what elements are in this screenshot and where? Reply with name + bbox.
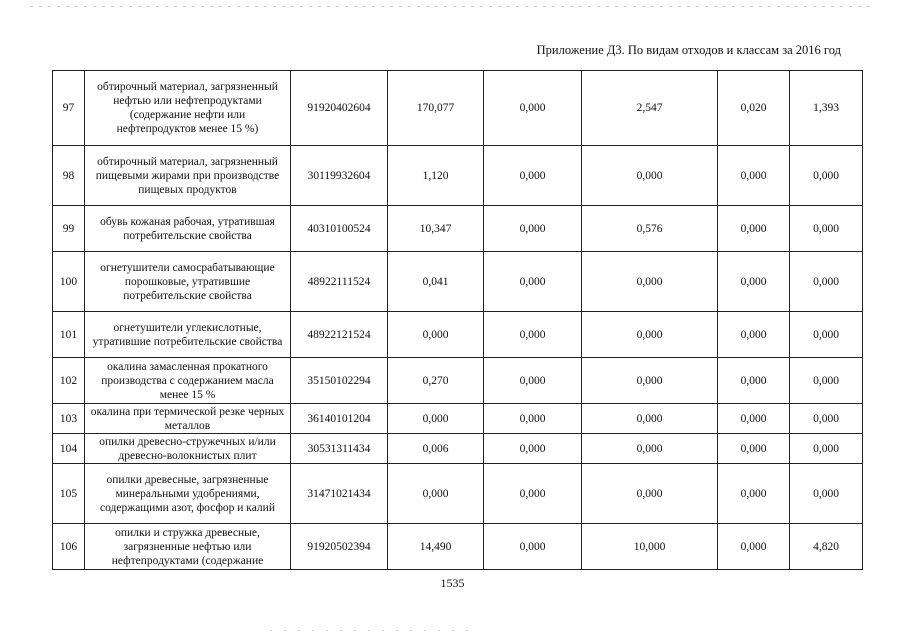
value-cell: 0,000 (718, 464, 790, 524)
row-number: 97 (53, 71, 85, 146)
value-cell: 0,000 (388, 312, 484, 358)
value-cell: 0,000 (790, 464, 863, 524)
value-cell: 170,077 (388, 71, 484, 146)
value-cell: 0,000 (582, 312, 718, 358)
value-cell: 0,000 (718, 146, 790, 206)
value-cell: 4,820 (790, 524, 863, 570)
value-cell: 0,000 (388, 464, 484, 524)
value-cell: 0,000 (718, 524, 790, 570)
value-cell: 0,576 (582, 206, 718, 252)
value-cell: 0,000 (718, 358, 790, 404)
value-cell: 0,000 (790, 312, 863, 358)
value-cell: 0,006 (388, 434, 484, 464)
row-number: 102 (53, 358, 85, 404)
fkko-code: 91920502394 (291, 524, 388, 570)
waste-table (52, 70, 863, 570)
value-cell: 0,000 (484, 146, 582, 206)
waste-name: обтирочный материал, загрязненный нефтью или нефтепродуктами (содержание нефти или нефтепродуктов менее 15 %) (85, 71, 291, 146)
table-row (53, 71, 863, 146)
waste-name: опилки древесные, загрязненные минеральными удобрениями, содержащими азот, фосфор и калий (85, 464, 291, 524)
waste-name: обувь кожаная рабочая, утратившая потребительские свойства (85, 206, 291, 252)
page-number: 1535 (440, 576, 465, 590)
value-cell: 0,000 (790, 434, 863, 464)
value-cell: 0,000 (718, 206, 790, 252)
row-number: 103 (53, 404, 85, 434)
fkko-code: 35150102294 (291, 358, 388, 404)
value-cell: 0,000 (582, 464, 718, 524)
table-row (53, 358, 863, 404)
value-cell: 0,000 (484, 524, 582, 570)
value-cell: 1,120 (388, 146, 484, 206)
value-cell: 0,000 (484, 312, 582, 358)
value-cell: 0,000 (484, 71, 582, 146)
row-number: 105 (53, 464, 85, 524)
value-cell: 0,000 (484, 206, 582, 252)
table-row (53, 206, 863, 252)
value-cell: 0,000 (718, 252, 790, 312)
value-cell: 0,000 (718, 312, 790, 358)
value-cell: 0,000 (484, 434, 582, 464)
fkko-code: 40310100524 (291, 206, 388, 252)
value-cell: 0,000 (484, 252, 582, 312)
fkko-code: 48922111524 (291, 252, 388, 312)
value-cell: 0,000 (582, 146, 718, 206)
value-cell: 0,020 (718, 71, 790, 146)
fkko-code: 36140101204 (291, 404, 388, 434)
row-number: 98 (53, 146, 85, 206)
value-cell: 0,000 (790, 146, 863, 206)
row-number: 101 (53, 312, 85, 358)
table-row (53, 464, 863, 524)
page-header: Приложение Д3. По видам отходов и классам за 2016 год (536, 43, 841, 57)
value-cell: 0,000 (790, 358, 863, 404)
scan-artifact-bottom (270, 630, 470, 631)
row-number: 104 (53, 434, 85, 464)
value-cell: 0,000 (790, 404, 863, 434)
value-cell: 0,270 (388, 358, 484, 404)
value-cell: 0,000 (790, 252, 863, 312)
table-row (53, 404, 863, 434)
waste-name: огнетушители самосрабатывающие порошковые, утратившие потребительские свойства (85, 252, 291, 312)
value-cell: 10,347 (388, 206, 484, 252)
value-cell: 0,000 (582, 404, 718, 434)
waste-name: огнетушители углекислотные, утратившие потребительские свойства (85, 312, 291, 358)
value-cell: 0,041 (388, 252, 484, 312)
value-cell: 0,000 (582, 252, 718, 312)
waste-name: окалина замасленная прокатного производства с содержанием масла менее 15 % (85, 358, 291, 404)
row-number: 99 (53, 206, 85, 252)
fkko-code: 91920402604 (291, 71, 388, 146)
waste-name: опилки и стружка древесные, загрязненные нефтью или нефтепродуктами (содержание (85, 524, 291, 570)
value-cell: 0,000 (582, 434, 718, 464)
scan-artifact-top (30, 6, 870, 7)
value-cell: 0,000 (790, 206, 863, 252)
waste-name: опилки древесно-стружечных и/или древесно-волокнистых плит (85, 434, 291, 464)
value-cell: 0,000 (484, 464, 582, 524)
fkko-code: 30531311434 (291, 434, 388, 464)
value-cell: 0,000 (484, 404, 582, 434)
fkko-code: 31471021434 (291, 464, 388, 524)
value-cell: 0,000 (388, 404, 484, 434)
value-cell: 2,547 (582, 71, 718, 146)
table-row (53, 146, 863, 206)
waste-name: обтирочный материал, загрязненный пищевыми жирами при производстве пищевых продуктов (85, 146, 291, 206)
value-cell: 0,000 (718, 434, 790, 464)
value-cell: 1,393 (790, 71, 863, 146)
table-row (53, 252, 863, 312)
value-cell: 0,000 (718, 404, 790, 434)
fkko-code: 48922121524 (291, 312, 388, 358)
row-number: 106 (53, 524, 85, 570)
table-row (53, 524, 863, 570)
row-number: 100 (53, 252, 85, 312)
table-row (53, 312, 863, 358)
value-cell: 14,490 (388, 524, 484, 570)
table-row (53, 434, 863, 464)
value-cell: 10,000 (582, 524, 718, 570)
value-cell: 0,000 (582, 358, 718, 404)
waste-name: окалина при термической резке черных металлов (85, 404, 291, 434)
value-cell: 0,000 (484, 358, 582, 404)
fkko-code: 30119932604 (291, 146, 388, 206)
